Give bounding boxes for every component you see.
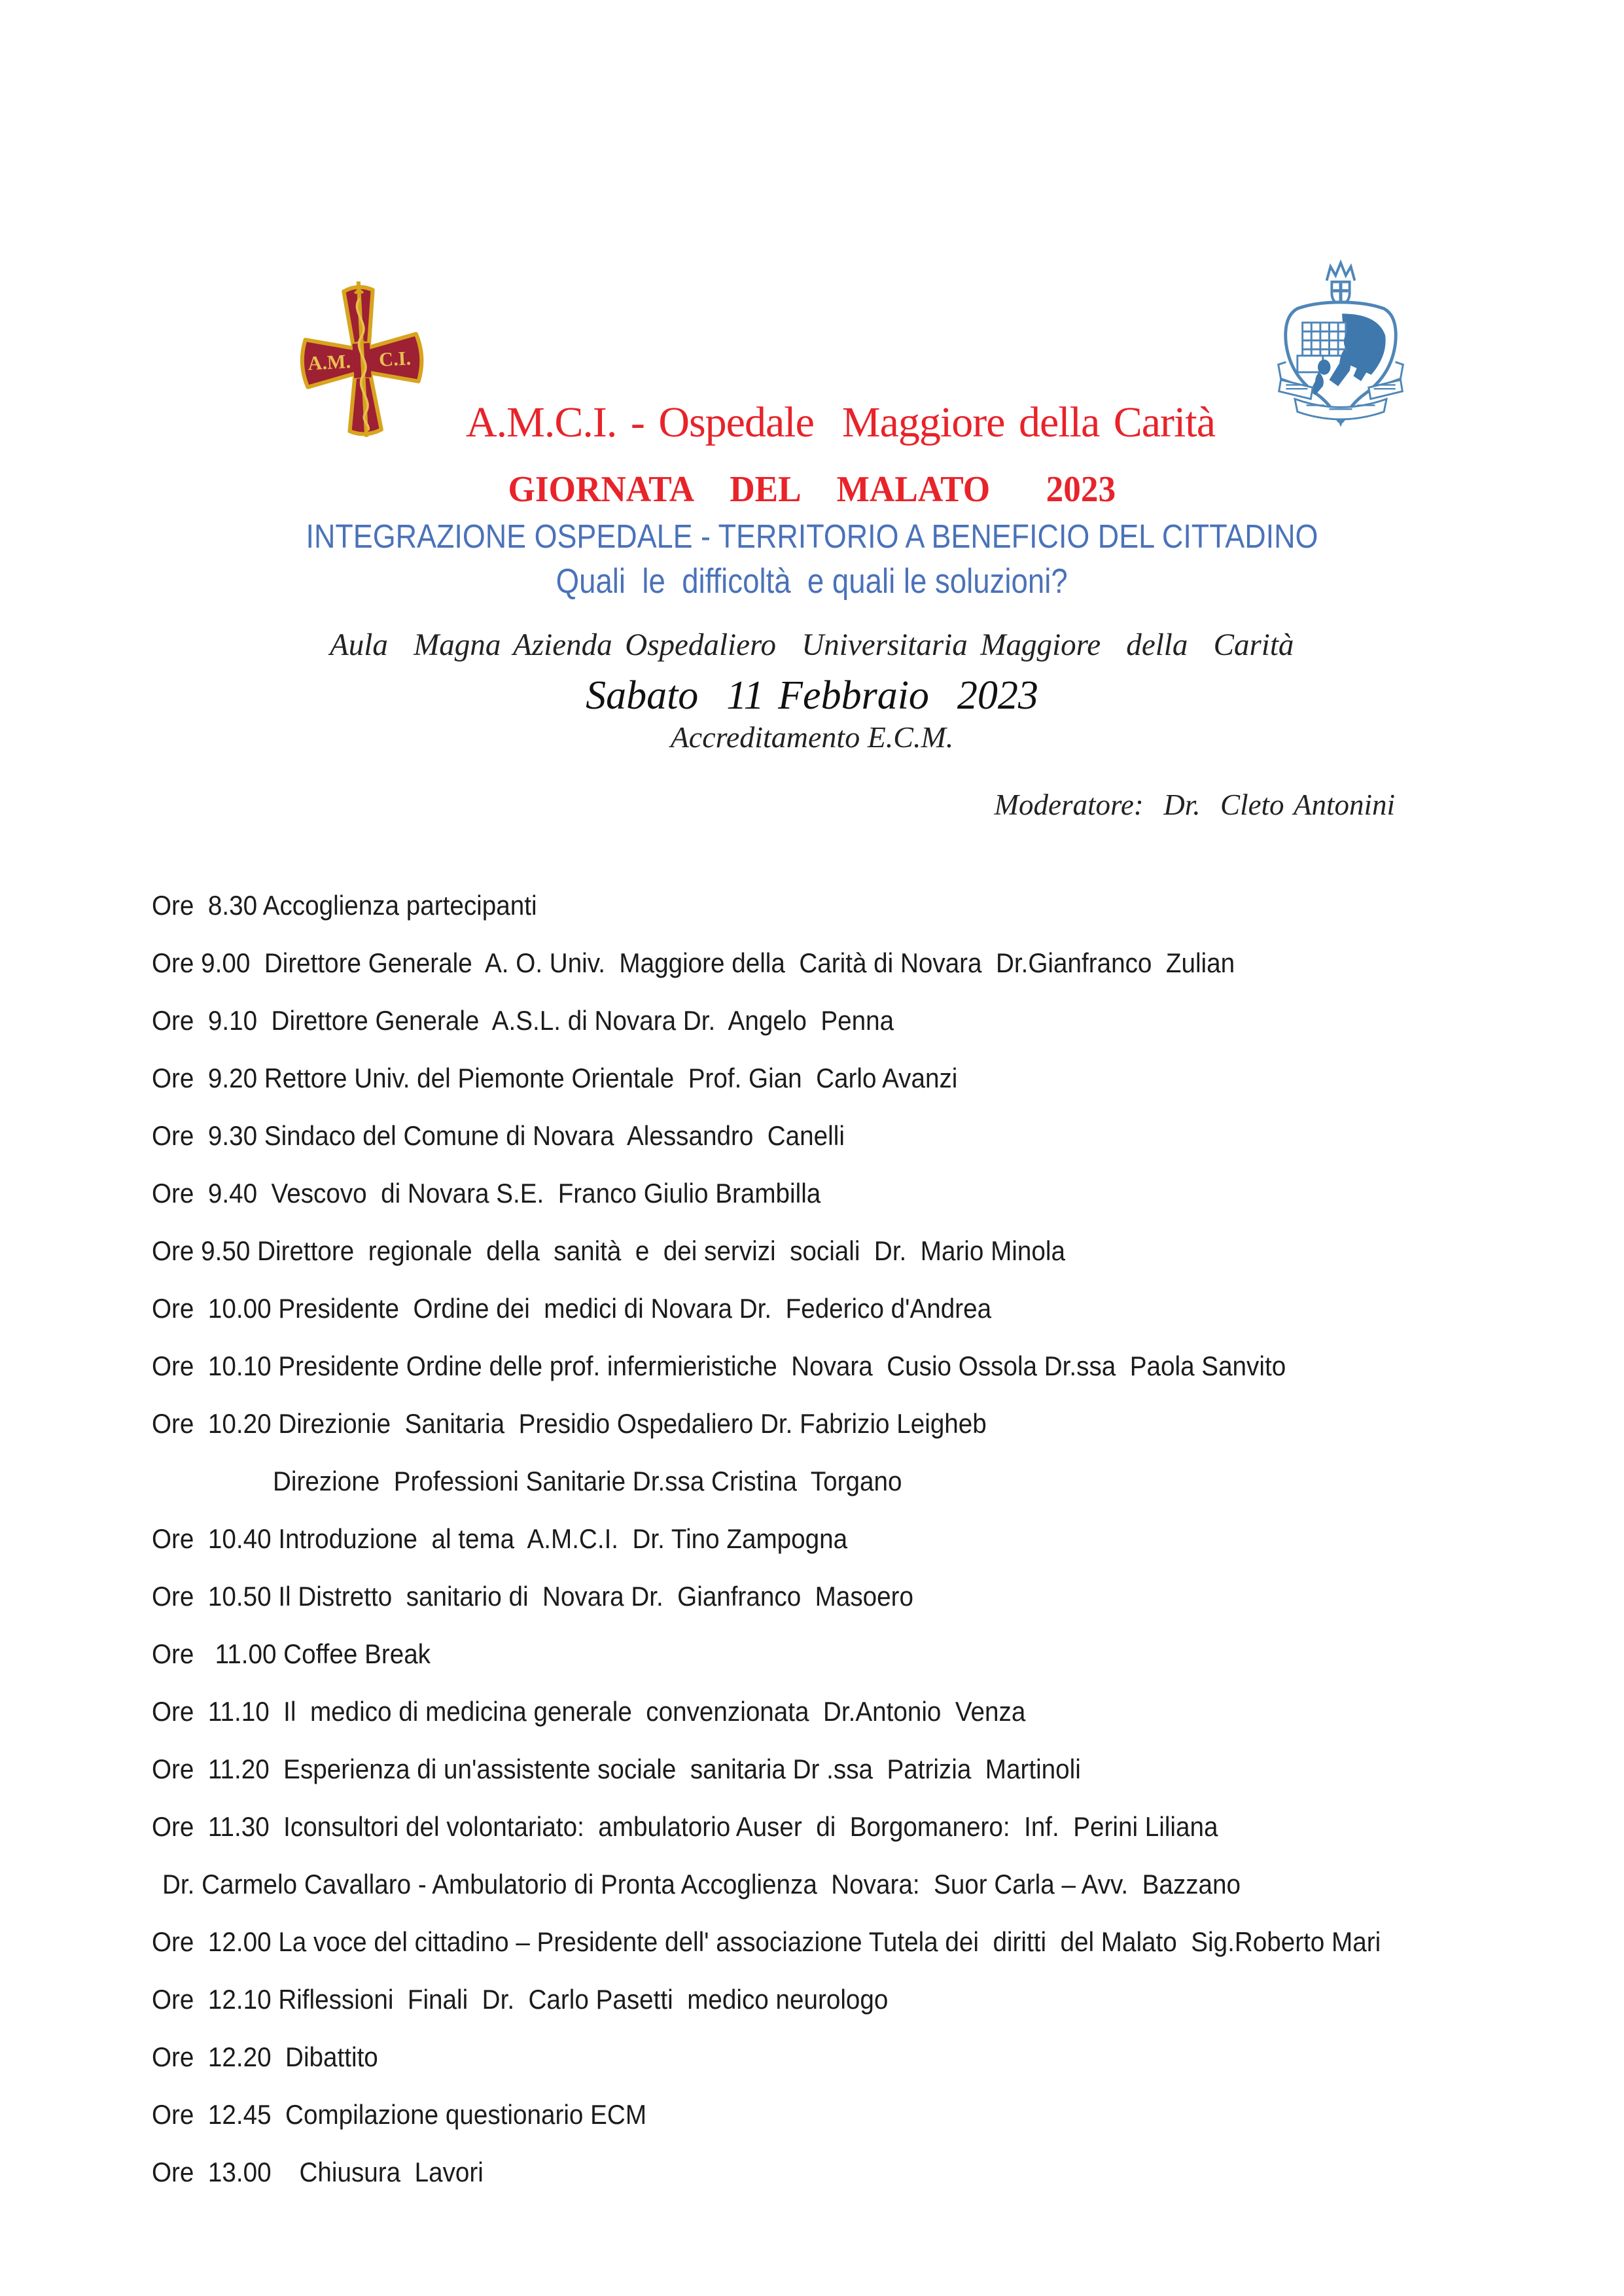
schedule-entry-text: Ore 9.10 Direttore Generale A.S.L. di Novara Dr. Angelo Penna — [152, 1005, 894, 1036]
venue-line — [0, 627, 1624, 663]
schedule-entry-text: Ore 12.20 Dibattito — [152, 2041, 378, 2072]
schedule-row — [152, 2144, 1617, 2201]
schedule-row — [152, 1222, 1617, 1280]
schedule-row — [152, 1856, 1617, 1913]
schedule-entry-text: Ore 9.40 Vescovo di Novara S.E. Franco Giulio Brambilla — [152, 1178, 821, 1209]
schedule-row — [152, 1107, 1617, 1165]
svg-text:C.I.: C.I. — [378, 347, 412, 371]
schedule-row — [152, 1913, 1617, 1971]
schedule-entry-text: Ore 11.20 Esperienza di un'assistente sociale sanitaria Dr .ssa Patrizia Martinoli — [152, 1754, 1081, 1784]
schedule-row — [152, 1625, 1617, 1683]
schedule-row — [152, 1395, 1617, 1453]
event-date — [0, 673, 1624, 719]
schedule-row — [152, 2028, 1617, 2086]
event-subtitle-question-text: Quali le difficoltà e quali le soluzioni? — [556, 562, 1068, 601]
schedule-entry-text: Ore 10.20 Direzionie Sanitaria Presidio Ospedaliero Dr. Fabrizio Leigheb — [152, 1408, 987, 1439]
event-title-text: GIORNATA DEL MALATO 2023 — [508, 469, 1116, 510]
schedule-row — [152, 2086, 1617, 2144]
schedule-row — [152, 1050, 1617, 1107]
event-title — [0, 468, 1624, 510]
schedule-entry-text: Ore 9.30 Sindaco del Comune di Novara Alessandro Canelli — [152, 1120, 845, 1151]
event-date-text: Sabato 11 Febbraio 2023 — [586, 673, 1038, 718]
svg-text:A.M.: A.M. — [307, 350, 351, 375]
venue-text: Aula Magna Azienda Ospedaliero Universitaria Maggiore della Carità — [330, 627, 1294, 662]
schedule-entry-text: Ore 12.00 La voce del cittadino – Presidente dell' associazione Tutela dei diritti del Malato Sig.Roberto Mari — [152, 1926, 1381, 1957]
schedule-entry-text: Direzione Professioni Sanitarie Dr.ssa Cristina Torgano — [273, 1466, 902, 1496]
schedule-row — [152, 1798, 1617, 1856]
schedule-row — [152, 1740, 1617, 1798]
accreditation-line — [0, 720, 1624, 754]
hospital-university-seal-icon — [1271, 256, 1411, 436]
schedule-entry-text: Ore 8.30 Accoglienza partecipanti — [152, 890, 537, 921]
schedule-entry-text: Ore 13.00 Chiusura Lavori — [152, 2157, 484, 2187]
schedule-row — [152, 1971, 1617, 2028]
schedule-entry-text: Ore 9.50 Direttore regionale della sanità e dei servizi sociali Dr. Mario Minola — [152, 1235, 1065, 1266]
schedule-row — [152, 934, 1617, 992]
schedule-row — [152, 1337, 1617, 1395]
schedule-row — [152, 1280, 1617, 1337]
organization-title: A.M.C.I. - Ospedale Maggiore della Carità — [466, 398, 1216, 446]
schedule-row — [152, 1165, 1617, 1222]
schedule-entry-text: Ore 10.10 Presidente Ordine delle prof. infermieristiche Novara Cusio Ossola Dr.ssa Paola Sanvito — [152, 1351, 1286, 1381]
schedule-entry-text: Ore 11.10 Il medico di medicina generale convenzionata Dr.Antonio Venza — [152, 1696, 1026, 1727]
schedule-row — [152, 1510, 1617, 1568]
schedule-entry-text: Ore 11.00 Coffee Break — [152, 1638, 431, 1669]
schedule-entry-text: Ore 9.20 Rettore Univ. del Piemonte Orientale Prof. Gian Carlo Avanzi — [152, 1063, 958, 1093]
moderator-line: Moderatore: Dr. Cleto Antonini — [994, 788, 1395, 821]
schedule-row — [152, 992, 1617, 1050]
schedule-entry-text: Ore 11.30 Iconsultori del volontariato: ambulatorio Auser di Borgomanero: Inf. Perini Liliana — [152, 1811, 1218, 1842]
accreditation-text: Accreditamento E.C.M. — [670, 720, 954, 754]
schedule-row — [152, 1453, 1617, 1510]
schedule-list — [152, 877, 1617, 2201]
schedule-row — [152, 1568, 1617, 1625]
schedule-entry-text: Ore 10.00 Presidente Ordine dei medici di Novara Dr. Federico d'Andrea — [152, 1293, 992, 1324]
event-subtitle-integration-text: INTEGRAZIONE OSPEDALE - TERRITORIO A BENEFICIO DEL CITTADINO — [306, 518, 1318, 555]
event-subtitle-integration — [0, 517, 1624, 556]
schedule-entry-text: Ore 12.45 Compilazione questionario ECM — [152, 2099, 647, 2130]
event-subtitle-question — [0, 561, 1624, 601]
schedule-row — [152, 1683, 1617, 1740]
schedule-entry-text: Ore 12.10 Riflessioni Finali Dr. Carlo Pasetti medico neurologo — [152, 1984, 889, 2015]
schedule-entry-text: Ore 9.00 Direttore Generale A. O. Univ. Maggiore della Carità di Novara Dr.Gianfranco Zulian — [152, 947, 1235, 978]
schedule-entry-text: Dr. Carmelo Cavallaro - Ambulatorio di Pronta Accoglienza Novara: Suor Carla – Avv. Bazzano — [162, 1869, 1241, 1899]
schedule-entry-text: Ore 10.40 Introduzione al tema A.M.C.I. Dr. Tino Zampogna — [152, 1523, 848, 1554]
schedule-entry-text: Ore 10.50 Il Distretto sanitario di Novara Dr. Gianfranco Masoero — [152, 1581, 914, 1612]
schedule-row — [152, 877, 1617, 934]
amci-cross-logo-icon — [296, 280, 428, 438]
